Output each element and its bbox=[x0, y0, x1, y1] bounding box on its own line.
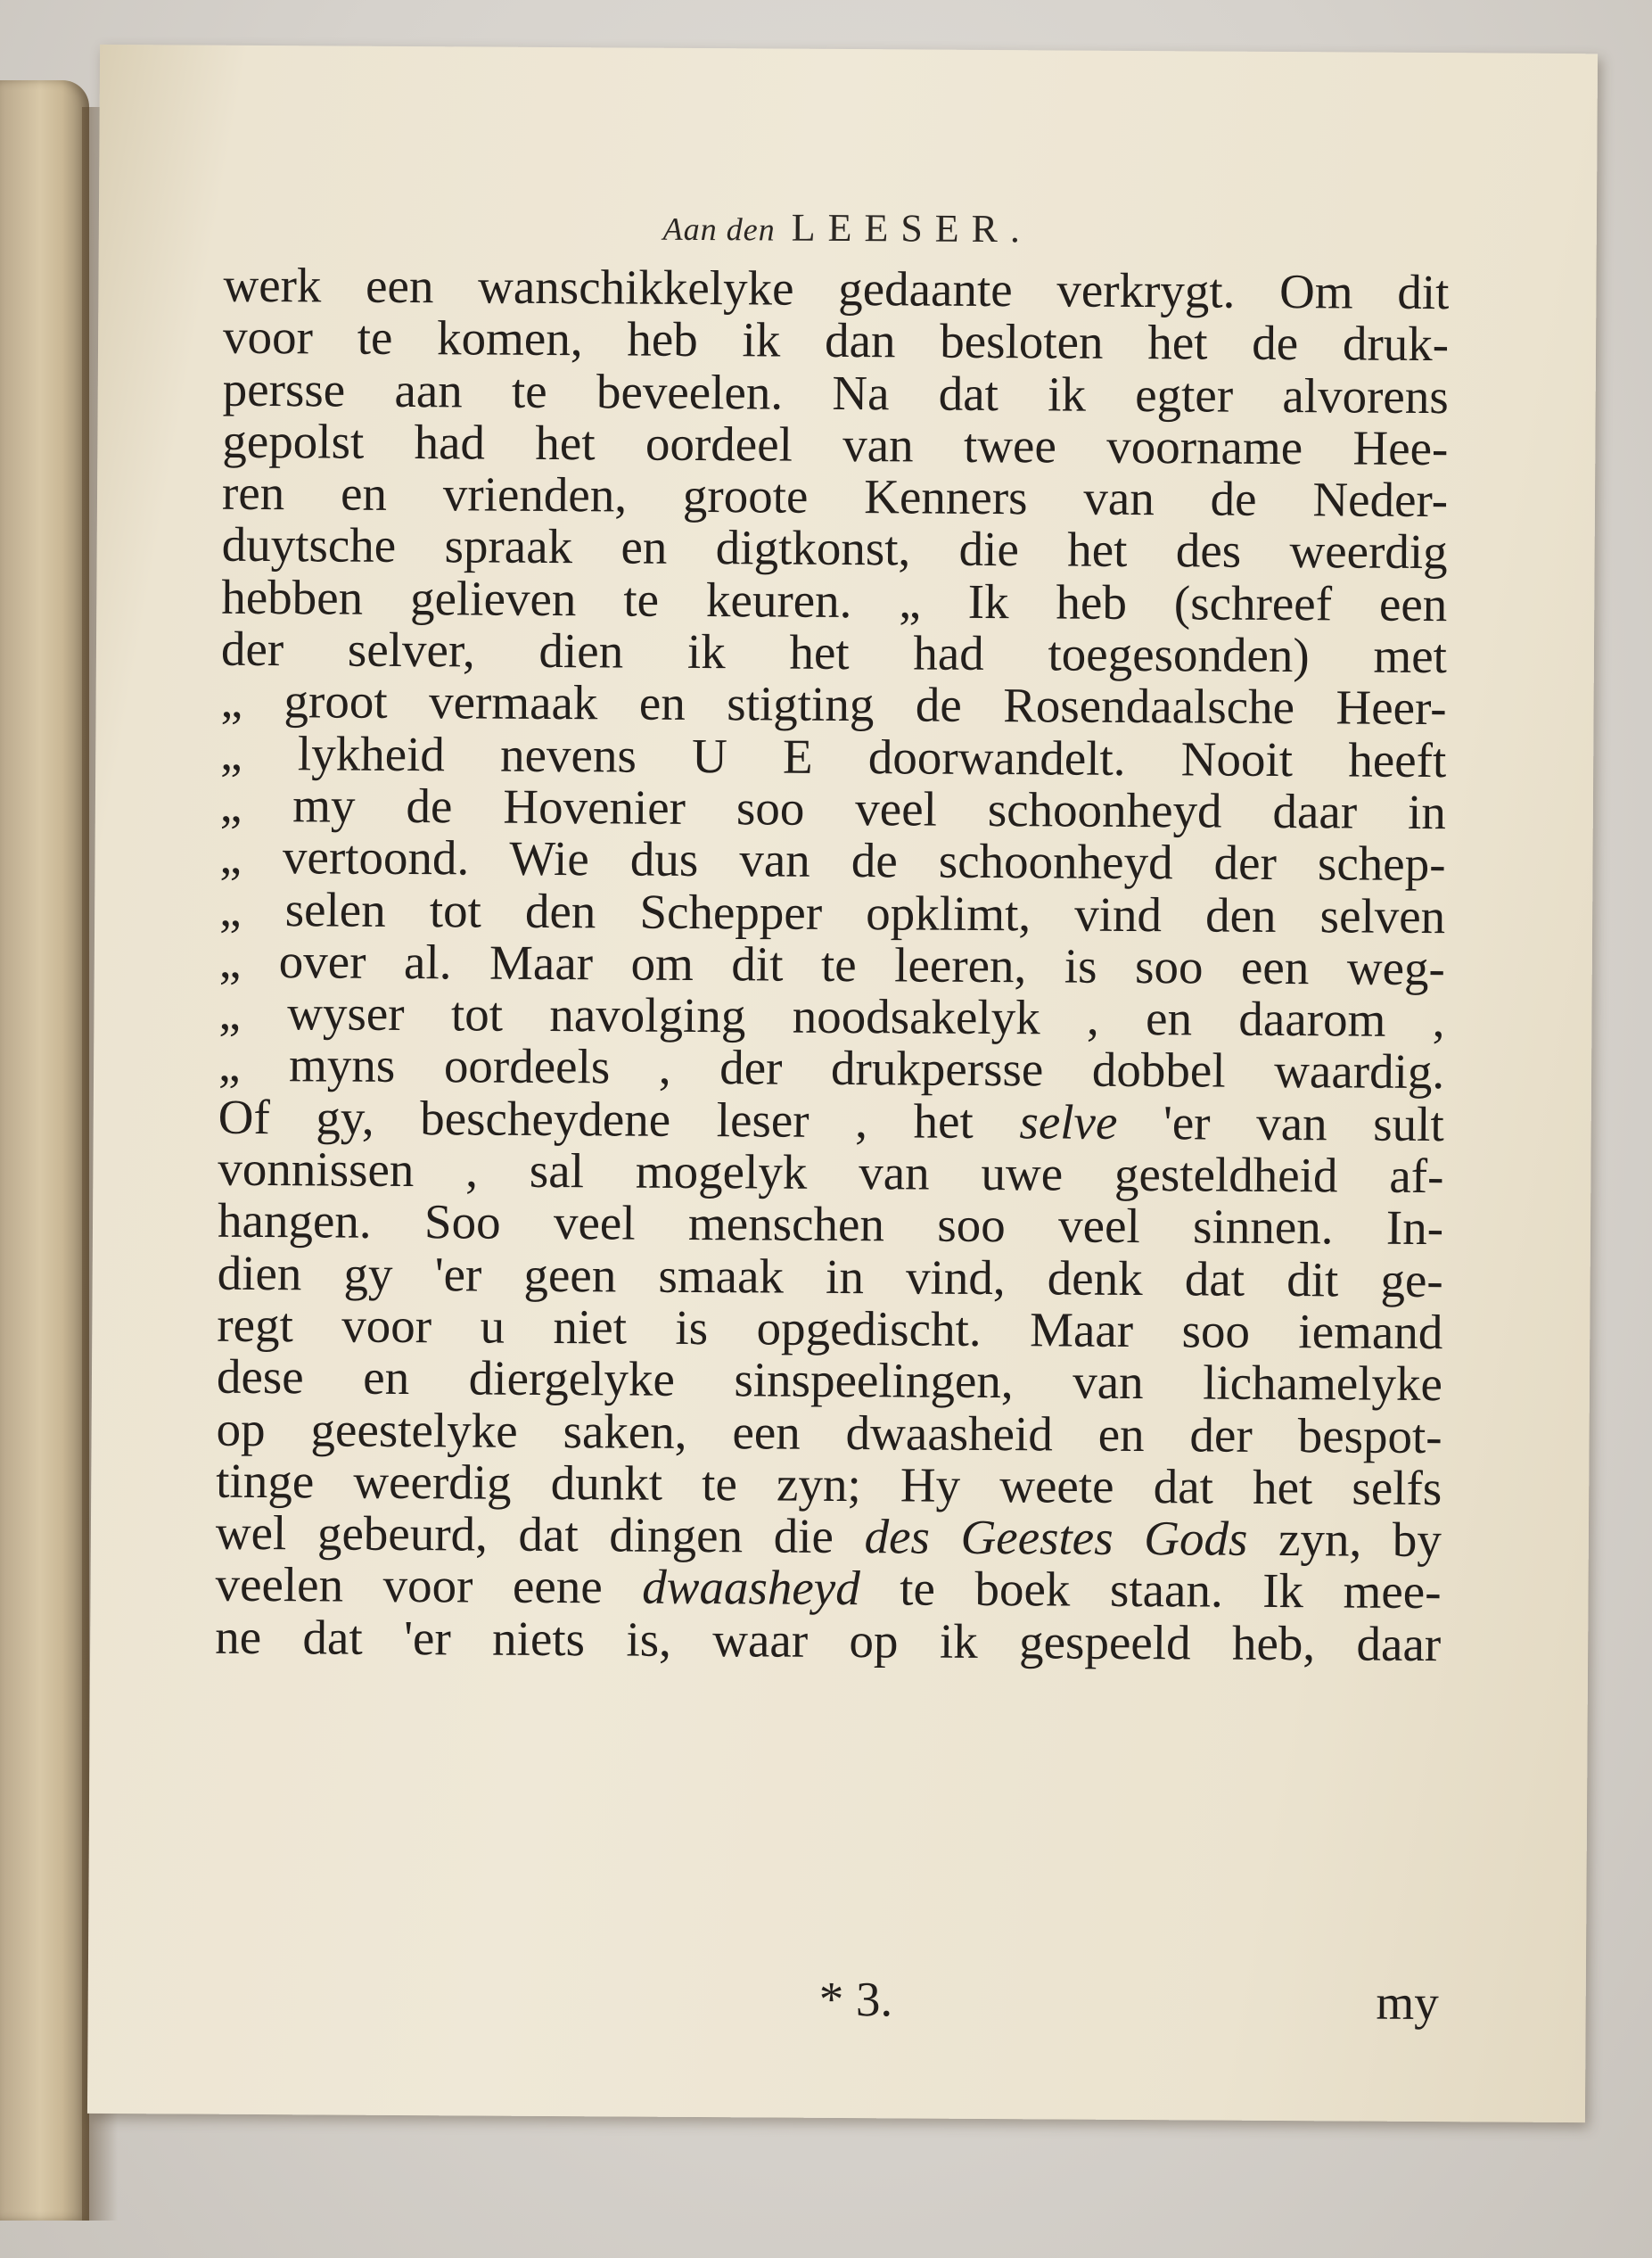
text-run: persse aan te beveelen. Na dat ik egter alvorens bbox=[222, 361, 1449, 424]
text-run: vonnissen , sal mogelyk van uwe gesteldheid af- bbox=[218, 1141, 1444, 1204]
book-page bbox=[87, 45, 1598, 2122]
italic-text: des Geestes Gods bbox=[864, 1509, 1248, 1566]
running-head bbox=[99, 201, 1597, 255]
text-run: zyn, by bbox=[1247, 1511, 1442, 1568]
text-run: hangen. Soo veel menschen soo veel sinnen. In- bbox=[217, 1193, 1444, 1256]
previous-page-edge bbox=[0, 80, 89, 2221]
text-run: Of gy, bescheydene leser , het bbox=[218, 1089, 1020, 1149]
text-run: „ vertoond. Wie dus van de schoonheyd der schep- bbox=[219, 828, 1446, 892]
italic-text: dwaasheyd bbox=[642, 1560, 860, 1616]
text-run: op geestelyke saken, een dwaasheid en der bespot- bbox=[216, 1401, 1442, 1463]
text-run: 'er van sult bbox=[1117, 1094, 1444, 1151]
body-text bbox=[215, 257, 1450, 1671]
text-run: regt voor u niet is opgedischt. Maar soo iemand bbox=[217, 1297, 1443, 1360]
text-run: hebben gelieven te keuren. „ Ik heb (schreef een bbox=[221, 569, 1448, 631]
text-run: „ lykheid nevens U E doorwandelt. Nooit heeft bbox=[220, 725, 1447, 787]
text-line bbox=[215, 1611, 1441, 1670]
text-run: voor te komen, heb ik dan besloten het de druk- bbox=[222, 309, 1450, 372]
text-run: „ my de Hovenier soo veel schoonheyd daar in bbox=[219, 777, 1447, 840]
running-head-title: LEESER. bbox=[791, 205, 1033, 251]
text-run: dien gy 'er geen smaak in vind, denk dat dit ge- bbox=[217, 1245, 1443, 1307]
text-run: ne dat 'er niets is, waar op ik gespeeld heb, daar bbox=[215, 1609, 1442, 1671]
text-run: wel gebeurd, dat dingen die bbox=[215, 1504, 865, 1564]
italic-text: selve bbox=[1019, 1093, 1118, 1150]
text-run: „ selen tot den Schepper opklimt, vind den selven bbox=[218, 881, 1446, 944]
catchword: my bbox=[1376, 1974, 1439, 2031]
text-run: „ wyser tot navolging noodsakelyk , en daarom , bbox=[218, 985, 1445, 1048]
text-run: „ myns oordeels , der drukpersse dobbel waardig. bbox=[218, 1037, 1445, 1100]
text-run: der selver, dien ik het had toegesonden) met bbox=[220, 621, 1448, 684]
text-run: ren en vrienden, groote Kenners van de Neder- bbox=[221, 465, 1449, 528]
text-run: „ groot vermaak en stigting de Rosendaalsche Heer- bbox=[220, 673, 1447, 736]
text-run: duytsche spraak en digtkonst, die het des weerdig bbox=[221, 517, 1448, 580]
running-head-prefix: Aan den bbox=[662, 210, 776, 248]
text-run: dese en diergelyke sinspeelingen, van lichamelyke bbox=[216, 1348, 1443, 1412]
page-footer bbox=[213, 1967, 1439, 2037]
signature-mark: * 3. bbox=[818, 1971, 893, 2027]
text-run: veelen voor eene bbox=[215, 1557, 643, 1615]
text-run: „ over al. Maar om dit te leeren, is soo een weg- bbox=[218, 933, 1445, 995]
text-run: tinge weerdig dunkt te zyn; Hy weete dat het selfs bbox=[216, 1453, 1442, 1515]
text-run: gepolst had het oordeel van twee voorname Hee- bbox=[222, 413, 1449, 476]
text-run: te boek staan. Ik mee- bbox=[859, 1561, 1442, 1619]
text-run: werk een wanschikkelyke gedaante verkrygt. Om dit bbox=[223, 257, 1450, 320]
